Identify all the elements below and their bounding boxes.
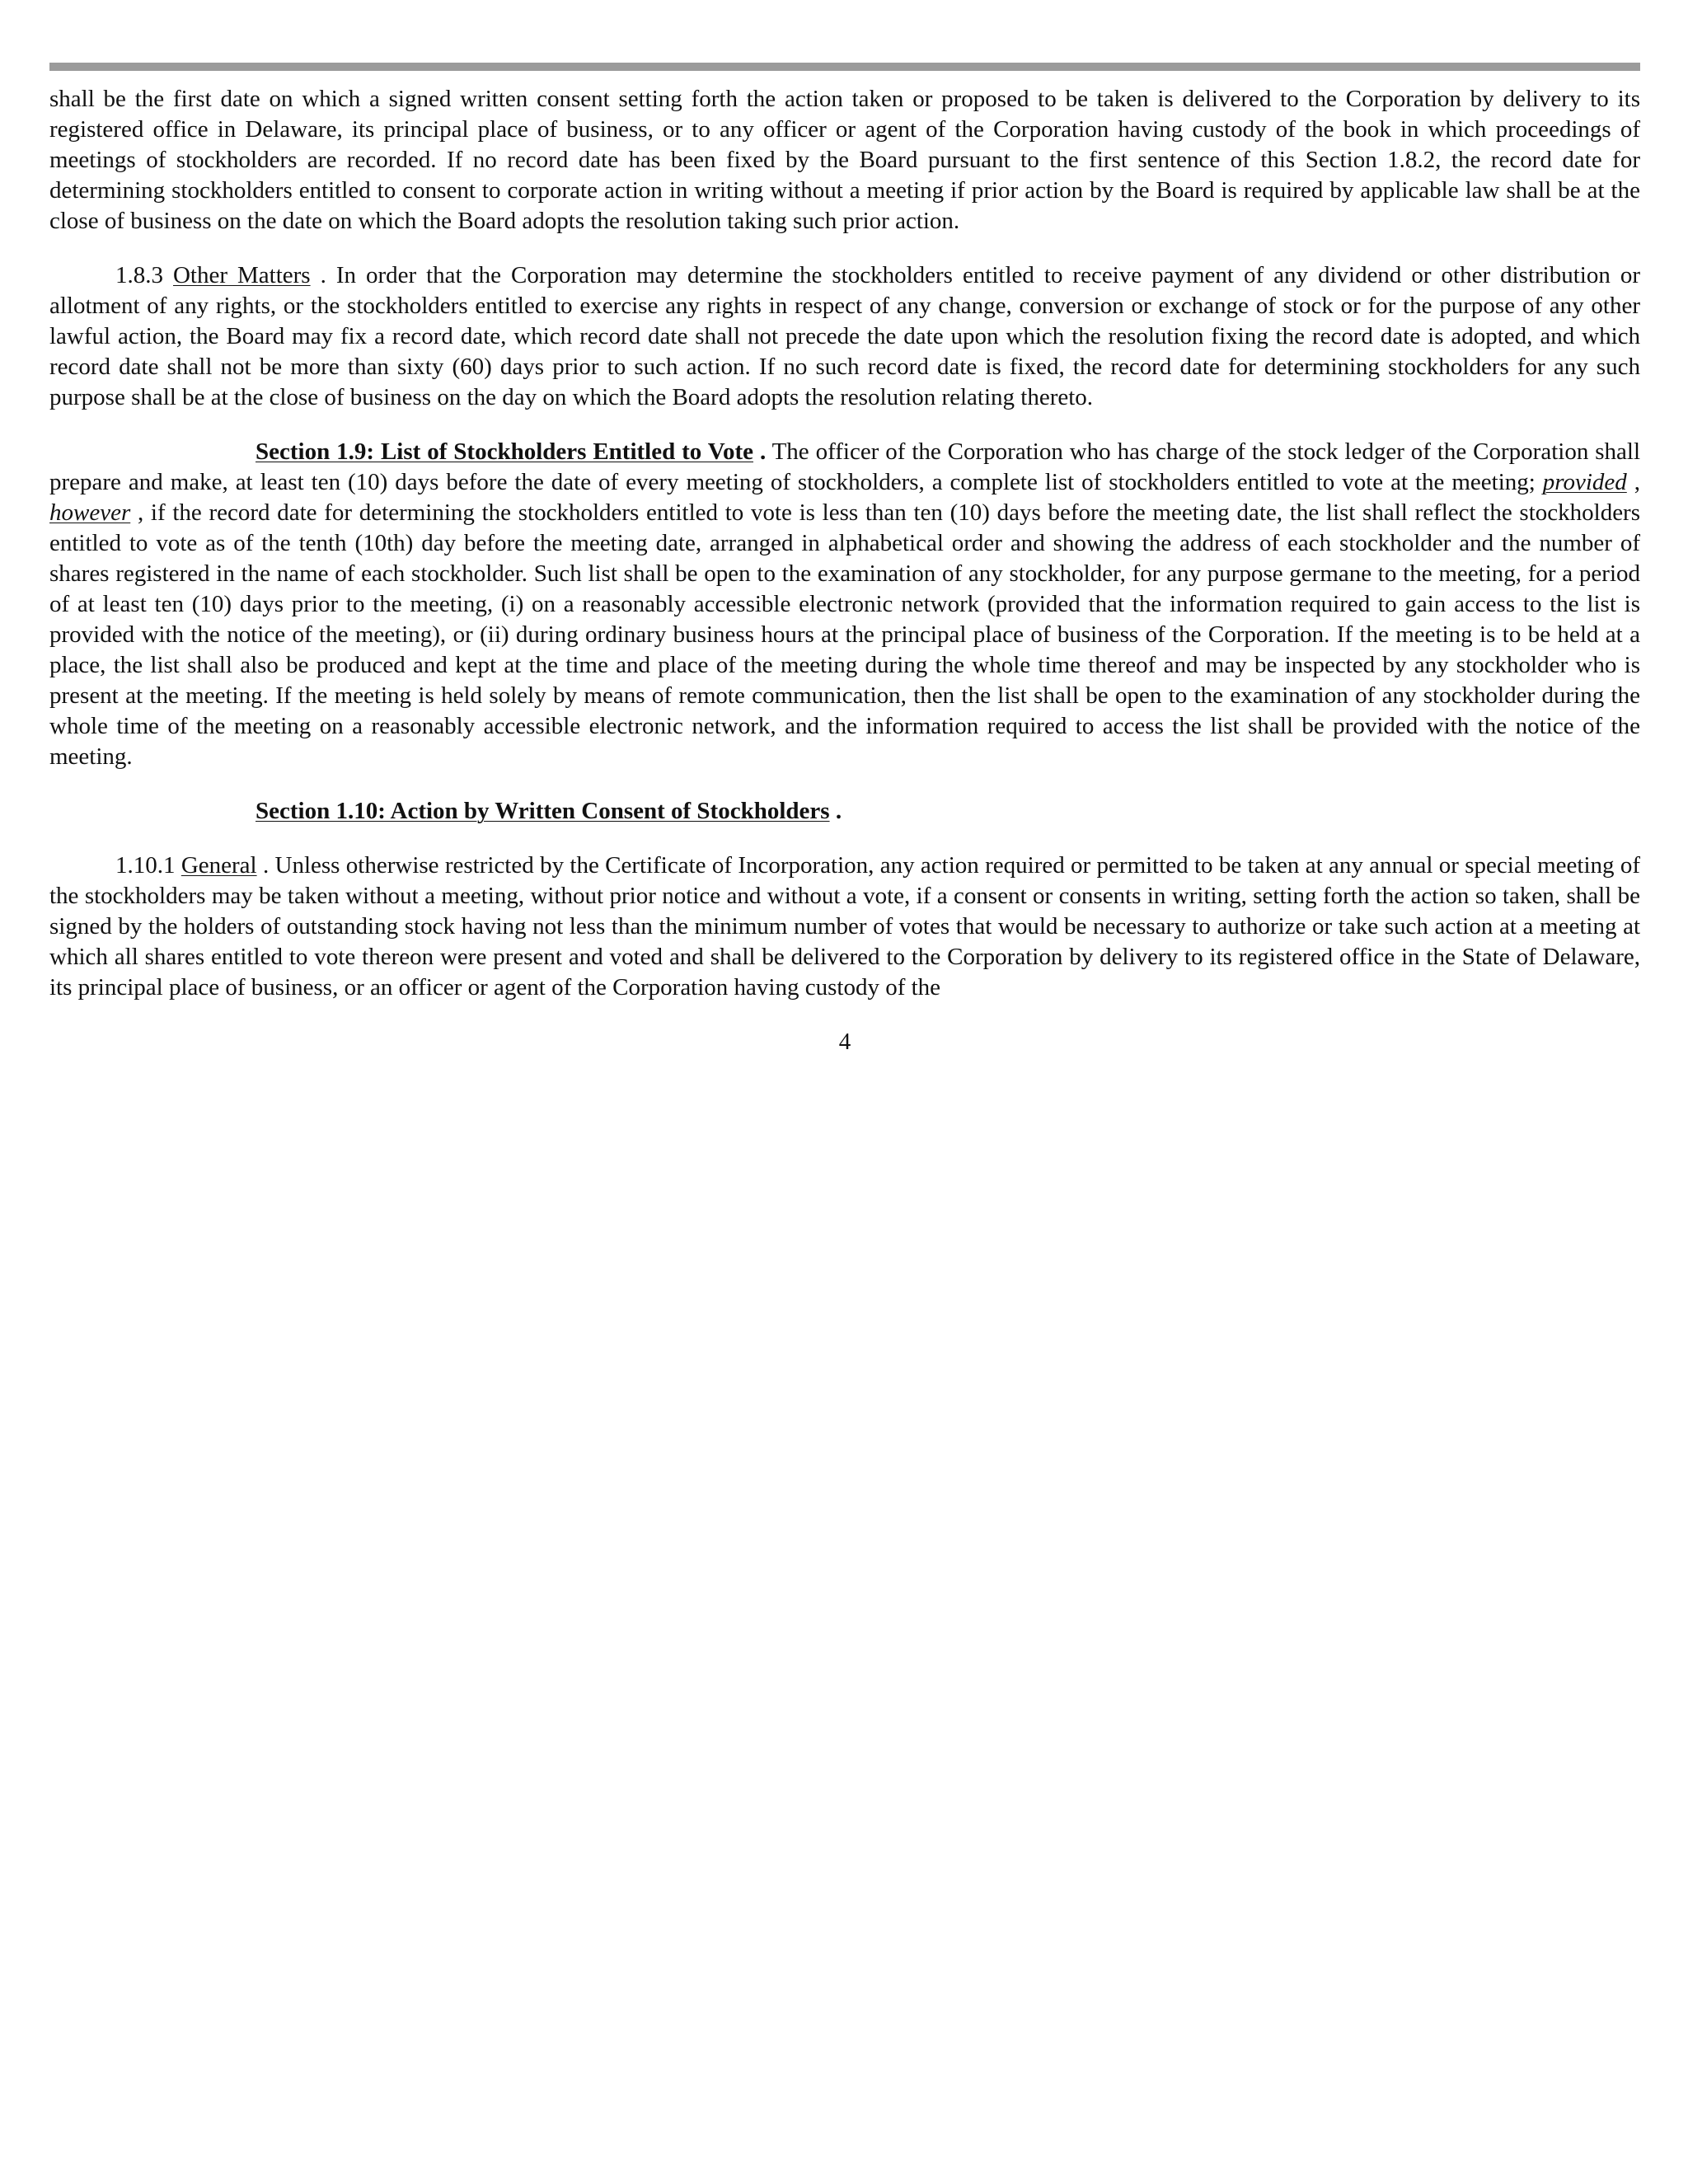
section-body-part-1: The officer of the Corporation who has charge of the stock ledger of the Corporation shall prepare and make, at least ten (10) days before the date of every meeting of stockholders, a complete list of stockholders entitled to vote at the meeting; <box>49 438 1641 495</box>
section-title-other-matters: Other Matters <box>172 262 311 288</box>
section-body: Unless otherwise restricted by the Certificate of Incorporation, any action required or permitted to be taken at any annual or special meeting of the stockholders may be taken without a meeting, without prior notice and without a vote, if a consent or consents in writing, setting forth the action so taken, shall be signed by the holders of outstanding stock having not less than the minimum number of votes that would be necessary to authorize or take such action at a meeting at which all shares entitled to vote thereon were present and voted and shall be delivered to the Corporation by delivery to its registered office in the State of Delaware, its principal place of business, or an officer or agent of the Corporation having custody of the <box>49 852 1641 1001</box>
paragraph-continued: shall be the first date on which a signed written consent setting forth the action taken or proposed to be taken is delivered to the Corporation by delivery to its registered office in Delaware, its principal place of business, or to any officer or agent of the Corporation having custody of the book in which proceedings of meetings of stockholders are recorded. If no record date has been fixed by the Board pursuant to the first sentence of this Section 1.8.2, the record date for determining stockholders entitled to consent to corporate action in writing without a meeting if prior action by the Board is required by applicable law shall be at the close of business on the date on which the Board adopts the resolution taking such prior action. <box>49 86 1640 234</box>
section-body-part-2: , if the record date for determining the stockholders entitled to vote is less than ten (10) days before the meeting date, the list shall reflect the stockholders entitled to vote as of the tenth (10th) day before the meeting date, arranged in alphabetical order and showing the address of each stockholder and the number of shares registered in the name of each stockholder. Such list shall be open to the examination of any stockholder, for any purpose germane to the meeting, for a period of at least ten (10) days prior to the meeting, (i) on a reasonably accessible electronic network (provided that the information required to gain access to the list is provided with the notice of the meeting), or (ii) during ordinary business hours at the principal place of business of the Corporation. If the meeting is to be held at a place, the list shall also be produced and kept at the time and place of the meeting during the whole time thereof and may be inspected by any stockholder who is present at the meeting. If the meeting is held solely by means of remote communication, then the list shall be open to the examination of any stockholder during the whole time of the meeting on a reasonably accessible electronic network, and the information required to access the list shall be provided with the notice of the meeting. <box>49 499 1641 770</box>
section-body: In order that the Corporation may determine the stockholders entitled to receive payment of any dividend or other distribution or allotment of any rights, or the stockholders entitled to exercise any rights in respect of any change, conversion or exchange of stock or for the purpose of any other lawful action, the Board may fix a record date, which record date shall not precede the date upon which the resolution fixing the record date is adopted, and which record date shall not be more than sixty (60) days prior to such action. If no such record date is fixed, the record date for determining stockholders for any such purpose shall be at the close of business on the day on which the Board adopts the resolution relating thereto. <box>49 262 1640 410</box>
provided-term: provided <box>1542 469 1627 495</box>
section-punct: . <box>262 852 270 879</box>
top-rule <box>49 63 1640 71</box>
section-punct: . <box>320 262 326 288</box>
paragraph-1-8-3 <box>49 260 1640 413</box>
however-term: however <box>49 499 131 526</box>
section-title-general: General <box>181 852 257 879</box>
page-number: 4 <box>838 1029 851 1055</box>
heading-punct: . <box>759 438 767 465</box>
paragraph-section-1-10 <box>49 796 1640 827</box>
document-page <box>49 84 1640 1057</box>
section-number: 1.10.1 <box>115 852 176 879</box>
heading-punct: . <box>835 798 842 824</box>
section-heading-1-10: Section 1.10: Action by Written Consent of Stockholders <box>256 798 830 824</box>
paragraph-1-10-1 <box>49 851 1640 1003</box>
section-heading-1-9: Section 1.9: List of Stockholders Entitled to Vote <box>256 438 754 465</box>
comma: , <box>1634 469 1640 495</box>
paragraph-section-1-9 <box>49 437 1640 772</box>
section-number: 1.8.3 <box>115 262 163 288</box>
